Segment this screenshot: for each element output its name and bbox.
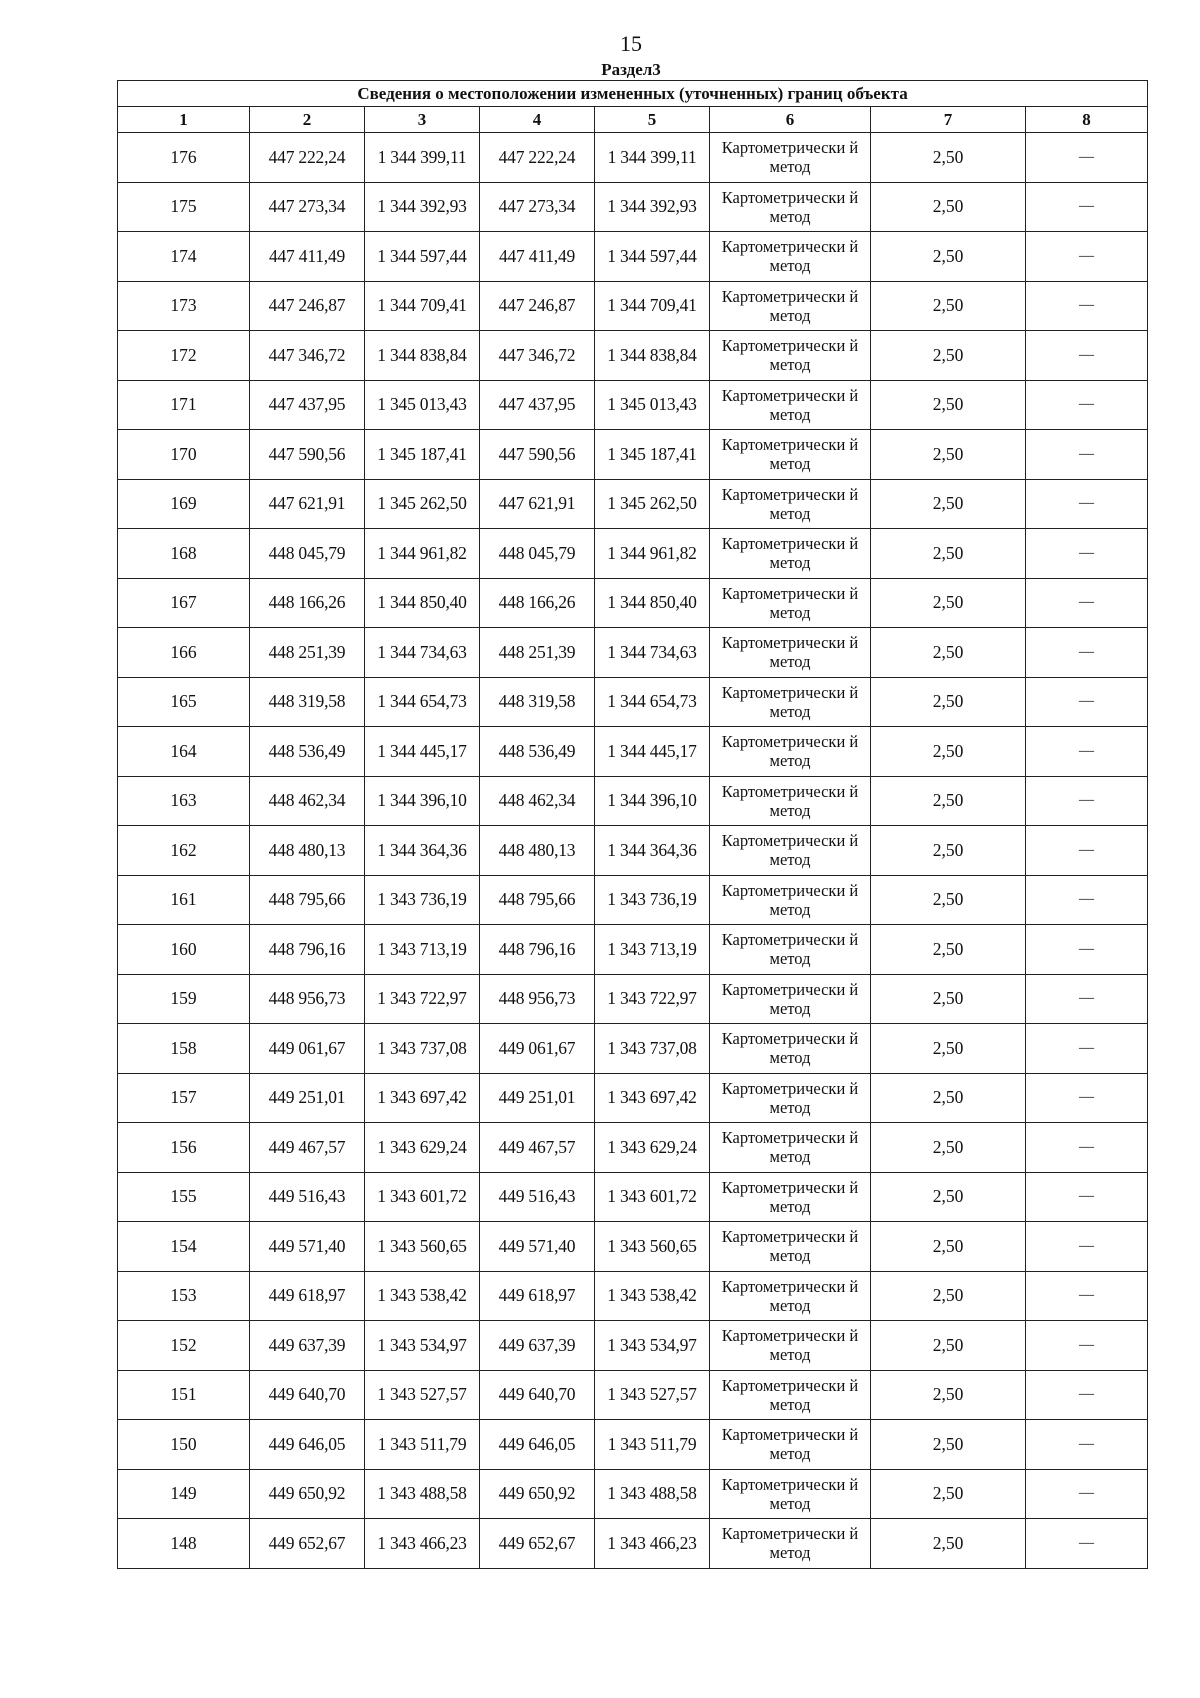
- cell-description: —: [1026, 1073, 1148, 1123]
- cell-y-coordinate: 1 343 697,42: [365, 1073, 480, 1123]
- table-row: [118, 133, 1148, 183]
- cell-method: Картометрически й метод: [710, 628, 871, 678]
- cell-x-coordinate-new: 448 956,73: [480, 974, 595, 1024]
- cell-method: Картометрически й метод: [710, 479, 871, 529]
- boundary-coordinates-table: [117, 80, 1148, 1569]
- section-title: Раздел3: [601, 60, 661, 79]
- cell-y-coordinate-new: 1 343 511,79: [595, 1420, 710, 1470]
- cell-accuracy: 2,50: [871, 1321, 1026, 1371]
- cell-accuracy: 2,50: [871, 1271, 1026, 1321]
- cell-y-coordinate-new: 1 343 736,19: [595, 875, 710, 925]
- cell-x-coordinate: 448 166,26: [250, 578, 365, 628]
- cell-accuracy: 2,50: [871, 380, 1026, 430]
- cell-x-coordinate-new: 449 640,70: [480, 1370, 595, 1420]
- table-body: [118, 133, 1148, 1569]
- cell-y-coordinate: 1 343 560,65: [365, 1222, 480, 1272]
- cell-x-coordinate: 449 650,92: [250, 1469, 365, 1519]
- table-row: [118, 529, 1148, 579]
- cell-y-coordinate-new: 1 343 737,08: [595, 1024, 710, 1074]
- cell-x-coordinate-new: 448 795,66: [480, 875, 595, 925]
- cell-x-coordinate: 448 956,73: [250, 974, 365, 1024]
- table-row: [118, 331, 1148, 381]
- cell-x-coordinate-new: 448 536,49: [480, 727, 595, 777]
- cell-x-coordinate: 447 222,24: [250, 133, 365, 183]
- cell-accuracy: 2,50: [871, 479, 1026, 529]
- cell-method: Картометрически й метод: [710, 1370, 871, 1420]
- cell-y-coordinate: 1 344 364,36: [365, 826, 480, 876]
- cell-point-number: 162: [118, 826, 250, 876]
- cell-x-coordinate-new: 447 437,95: [480, 380, 595, 430]
- table-row: [118, 875, 1148, 925]
- cell-accuracy: 2,50: [871, 1123, 1026, 1173]
- cell-accuracy: 2,50: [871, 430, 1026, 480]
- cell-description: —: [1026, 677, 1148, 727]
- cell-description: —: [1026, 430, 1148, 480]
- cell-y-coordinate-new: 1 344 961,82: [595, 529, 710, 579]
- cell-method: Картометрически й метод: [710, 925, 871, 975]
- cell-y-coordinate: 1 343 722,97: [365, 974, 480, 1024]
- cell-y-coordinate: 1 344 961,82: [365, 529, 480, 579]
- cell-point-number: 152: [118, 1321, 250, 1371]
- cell-description: —: [1026, 232, 1148, 282]
- cell-x-coordinate-new: 449 650,92: [480, 1469, 595, 1519]
- table-row: [118, 1222, 1148, 1272]
- cell-point-number: 172: [118, 331, 250, 381]
- cell-x-coordinate: 448 319,58: [250, 677, 365, 727]
- cell-x-coordinate: 448 480,13: [250, 826, 365, 876]
- cell-description: —: [1026, 529, 1148, 579]
- cell-point-number: 165: [118, 677, 250, 727]
- cell-method: Картометрически й метод: [710, 776, 871, 826]
- cell-point-number: 176: [118, 133, 250, 183]
- cell-x-coordinate: 449 251,01: [250, 1073, 365, 1123]
- cell-y-coordinate-new: 1 343 534,97: [595, 1321, 710, 1371]
- cell-x-coordinate-new: 447 222,24: [480, 133, 595, 183]
- cell-x-coordinate: 447 246,87: [250, 281, 365, 331]
- cell-y-coordinate-new: 1 343 697,42: [595, 1073, 710, 1123]
- table-row: [118, 380, 1148, 430]
- cell-accuracy: 2,50: [871, 1519, 1026, 1569]
- cell-accuracy: 2,50: [871, 1024, 1026, 1074]
- cell-y-coordinate-new: 1 345 187,41: [595, 430, 710, 480]
- column-number-6: 6: [710, 107, 871, 133]
- cell-x-coordinate-new: 449 652,67: [480, 1519, 595, 1569]
- cell-method: Картометрически й метод: [710, 281, 871, 331]
- cell-description: —: [1026, 133, 1148, 183]
- cell-description: —: [1026, 1420, 1148, 1470]
- cell-description: —: [1026, 1370, 1148, 1420]
- cell-point-number: 163: [118, 776, 250, 826]
- cell-point-number: 167: [118, 578, 250, 628]
- cell-point-number: 170: [118, 430, 250, 480]
- cell-x-coordinate-new: 449 618,97: [480, 1271, 595, 1321]
- cell-description: —: [1026, 1024, 1148, 1074]
- table-row: [118, 1469, 1148, 1519]
- cell-method: Картометрически й метод: [710, 331, 871, 381]
- cell-x-coordinate: 449 646,05: [250, 1420, 365, 1470]
- page-number: 15: [620, 31, 642, 56]
- cell-x-coordinate: 448 795,66: [250, 875, 365, 925]
- cell-y-coordinate-new: 1 344 838,84: [595, 331, 710, 381]
- cell-description: —: [1026, 1222, 1148, 1272]
- cell-accuracy: 2,50: [871, 826, 1026, 876]
- column-number-5: 5: [595, 107, 710, 133]
- cell-y-coordinate: 1 344 709,41: [365, 281, 480, 331]
- cell-y-coordinate-new: 1 344 734,63: [595, 628, 710, 678]
- cell-y-coordinate-new: 1 344 597,44: [595, 232, 710, 282]
- cell-accuracy: 2,50: [871, 1469, 1026, 1519]
- cell-x-coordinate-new: 448 480,13: [480, 826, 595, 876]
- cell-y-coordinate-new: 1 343 527,57: [595, 1370, 710, 1420]
- cell-accuracy: 2,50: [871, 925, 1026, 975]
- cell-y-coordinate: 1 344 597,44: [365, 232, 480, 282]
- cell-point-number: 149: [118, 1469, 250, 1519]
- cell-accuracy: 2,50: [871, 677, 1026, 727]
- column-number-row: [118, 107, 1148, 133]
- cell-y-coordinate: 1 343 488,58: [365, 1469, 480, 1519]
- cell-y-coordinate: 1 343 736,19: [365, 875, 480, 925]
- cell-point-number: 160: [118, 925, 250, 975]
- cell-y-coordinate: 1 344 734,63: [365, 628, 480, 678]
- cell-x-coordinate: 449 618,97: [250, 1271, 365, 1321]
- cell-point-number: 174: [118, 232, 250, 282]
- cell-description: —: [1026, 1321, 1148, 1371]
- cell-method: Картометрически й метод: [710, 677, 871, 727]
- cell-accuracy: 2,50: [871, 1073, 1026, 1123]
- cell-y-coordinate-new: 1 343 601,72: [595, 1172, 710, 1222]
- cell-description: —: [1026, 1123, 1148, 1173]
- table-row: [118, 776, 1148, 826]
- table-row: [118, 727, 1148, 777]
- cell-x-coordinate-new: 447 273,34: [480, 182, 595, 232]
- cell-accuracy: 2,50: [871, 331, 1026, 381]
- column-number-1: 1: [118, 107, 250, 133]
- cell-description: —: [1026, 331, 1148, 381]
- cell-description: —: [1026, 1172, 1148, 1222]
- cell-description: —: [1026, 1519, 1148, 1569]
- cell-x-coordinate: 447 411,49: [250, 232, 365, 282]
- cell-y-coordinate: 1 343 713,19: [365, 925, 480, 975]
- cell-x-coordinate-new: 449 637,39: [480, 1321, 595, 1371]
- cell-point-number: 173: [118, 281, 250, 331]
- cell-y-coordinate-new: 1 344 654,73: [595, 677, 710, 727]
- cell-point-number: 153: [118, 1271, 250, 1321]
- cell-method: Картометрически й метод: [710, 1420, 871, 1470]
- table-row: [118, 578, 1148, 628]
- cell-x-coordinate-new: 449 467,57: [480, 1123, 595, 1173]
- cell-description: —: [1026, 875, 1148, 925]
- cell-x-coordinate-new: 448 462,34: [480, 776, 595, 826]
- table-row: [118, 1321, 1148, 1371]
- cell-x-coordinate: 447 590,56: [250, 430, 365, 480]
- table-row: [118, 1420, 1148, 1470]
- cell-x-coordinate-new: 449 516,43: [480, 1172, 595, 1222]
- cell-y-coordinate: 1 343 527,57: [365, 1370, 480, 1420]
- cell-y-coordinate: 1 345 187,41: [365, 430, 480, 480]
- table-row: [118, 1370, 1148, 1420]
- table-row: [118, 281, 1148, 331]
- cell-description: —: [1026, 826, 1148, 876]
- cell-y-coordinate-new: 1 343 488,58: [595, 1469, 710, 1519]
- cell-point-number: 158: [118, 1024, 250, 1074]
- cell-y-coordinate: 1 343 629,24: [365, 1123, 480, 1173]
- table-row: [118, 1271, 1148, 1321]
- cell-y-coordinate: 1 344 445,17: [365, 727, 480, 777]
- cell-y-coordinate-new: 1 343 466,23: [595, 1519, 710, 1569]
- cell-accuracy: 2,50: [871, 529, 1026, 579]
- cell-y-coordinate: 1 344 392,93: [365, 182, 480, 232]
- cell-y-coordinate-new: 1 343 713,19: [595, 925, 710, 975]
- cell-point-number: 166: [118, 628, 250, 678]
- cell-method: Картометрически й метод: [710, 1519, 871, 1569]
- cell-y-coordinate: 1 343 511,79: [365, 1420, 480, 1470]
- cell-x-coordinate: 448 796,16: [250, 925, 365, 975]
- cell-y-coordinate: 1 345 013,43: [365, 380, 480, 430]
- cell-point-number: 150: [118, 1420, 250, 1470]
- cell-x-coordinate: 448 045,79: [250, 529, 365, 579]
- cell-method: Картометрически й метод: [710, 182, 871, 232]
- cell-description: —: [1026, 479, 1148, 529]
- cell-point-number: 148: [118, 1519, 250, 1569]
- cell-x-coordinate-new: 447 246,87: [480, 281, 595, 331]
- cell-method: Картометрически й метод: [710, 1172, 871, 1222]
- cell-description: —: [1026, 182, 1148, 232]
- cell-y-coordinate-new: 1 343 629,24: [595, 1123, 710, 1173]
- cell-point-number: 171: [118, 380, 250, 430]
- cell-method: Картометрически й метод: [710, 529, 871, 579]
- table-row: [118, 232, 1148, 282]
- table-row: [118, 1519, 1148, 1569]
- cell-x-coordinate: 449 467,57: [250, 1123, 365, 1173]
- cell-method: Картометрически й метод: [710, 1321, 871, 1371]
- cell-accuracy: 2,50: [871, 133, 1026, 183]
- table-row: [118, 1172, 1148, 1222]
- cell-x-coordinate: 449 061,67: [250, 1024, 365, 1074]
- cell-method: Картометрически й метод: [710, 1123, 871, 1173]
- cell-y-coordinate: 1 343 601,72: [365, 1172, 480, 1222]
- cell-y-coordinate-new: 1 343 722,97: [595, 974, 710, 1024]
- cell-point-number: 168: [118, 529, 250, 579]
- cell-y-coordinate-new: 1 343 560,65: [595, 1222, 710, 1272]
- cell-x-coordinate-new: 447 346,72: [480, 331, 595, 381]
- cell-x-coordinate: 449 637,39: [250, 1321, 365, 1371]
- cell-y-coordinate: 1 343 466,23: [365, 1519, 480, 1569]
- cell-y-coordinate: 1 343 538,42: [365, 1271, 480, 1321]
- cell-method: Картометрически й метод: [710, 826, 871, 876]
- table-row: [118, 479, 1148, 529]
- cell-x-coordinate: 449 571,40: [250, 1222, 365, 1272]
- cell-y-coordinate: 1 344 838,84: [365, 331, 480, 381]
- cell-point-number: 175: [118, 182, 250, 232]
- table-row: [118, 1073, 1148, 1123]
- cell-accuracy: 2,50: [871, 628, 1026, 678]
- cell-x-coordinate: 449 516,43: [250, 1172, 365, 1222]
- column-number-7: 7: [871, 107, 1026, 133]
- cell-x-coordinate: 448 251,39: [250, 628, 365, 678]
- cell-y-coordinate: 1 344 396,10: [365, 776, 480, 826]
- cell-y-coordinate-new: 1 345 013,43: [595, 380, 710, 430]
- table-row: [118, 430, 1148, 480]
- table-row: [118, 182, 1148, 232]
- cell-method: Картометрически й метод: [710, 232, 871, 282]
- cell-x-coordinate: 449 652,67: [250, 1519, 365, 1569]
- cell-method: Картометрически й метод: [710, 1073, 871, 1123]
- cell-x-coordinate-new: 448 166,26: [480, 578, 595, 628]
- cell-method: Картометрически й метод: [710, 974, 871, 1024]
- table-row: [118, 1024, 1148, 1074]
- cell-method: Картометрически й метод: [710, 380, 871, 430]
- table-row: [118, 677, 1148, 727]
- column-number-2: 2: [250, 107, 365, 133]
- cell-x-coordinate-new: 448 251,39: [480, 628, 595, 678]
- column-number-4: 4: [480, 107, 595, 133]
- cell-description: —: [1026, 1469, 1148, 1519]
- table-caption-row: [118, 81, 1148, 107]
- cell-description: —: [1026, 925, 1148, 975]
- cell-accuracy: 2,50: [871, 1172, 1026, 1222]
- cell-description: —: [1026, 1271, 1148, 1321]
- cell-accuracy: 2,50: [871, 232, 1026, 282]
- cell-method: Картометрически й метод: [710, 1024, 871, 1074]
- cell-point-number: 155: [118, 1172, 250, 1222]
- cell-y-coordinate: 1 344 654,73: [365, 677, 480, 727]
- cell-accuracy: 2,50: [871, 776, 1026, 826]
- cell-accuracy: 2,50: [871, 1420, 1026, 1470]
- cell-accuracy: 2,50: [871, 974, 1026, 1024]
- cell-y-coordinate-new: 1 343 538,42: [595, 1271, 710, 1321]
- cell-y-coordinate: 1 344 399,11: [365, 133, 480, 183]
- cell-accuracy: 2,50: [871, 1370, 1026, 1420]
- table-row: [118, 628, 1148, 678]
- cell-method: Картометрически й метод: [710, 727, 871, 777]
- table-row: [118, 826, 1148, 876]
- cell-x-coordinate-new: 447 411,49: [480, 232, 595, 282]
- cell-point-number: 159: [118, 974, 250, 1024]
- column-number-8: 8: [1026, 107, 1148, 133]
- cell-y-coordinate: 1 344 850,40: [365, 578, 480, 628]
- cell-method: Картометрически й метод: [710, 1222, 871, 1272]
- table-row: [118, 974, 1148, 1024]
- cell-x-coordinate: 447 621,91: [250, 479, 365, 529]
- table-row: [118, 925, 1148, 975]
- cell-x-coordinate: 448 536,49: [250, 727, 365, 777]
- cell-point-number: 161: [118, 875, 250, 925]
- table-row: [118, 1123, 1148, 1173]
- cell-x-coordinate: 448 462,34: [250, 776, 365, 826]
- cell-x-coordinate-new: 449 061,67: [480, 1024, 595, 1074]
- cell-point-number: 157: [118, 1073, 250, 1123]
- cell-x-coordinate: 449 640,70: [250, 1370, 365, 1420]
- cell-x-coordinate-new: 449 571,40: [480, 1222, 595, 1272]
- cell-point-number: 156: [118, 1123, 250, 1173]
- cell-y-coordinate-new: 1 344 396,10: [595, 776, 710, 826]
- cell-x-coordinate-new: 447 590,56: [480, 430, 595, 480]
- cell-accuracy: 2,50: [871, 578, 1026, 628]
- cell-description: —: [1026, 776, 1148, 826]
- cell-method: Картометрически й метод: [710, 133, 871, 183]
- cell-x-coordinate: 447 437,95: [250, 380, 365, 430]
- cell-y-coordinate-new: 1 344 850,40: [595, 578, 710, 628]
- cell-y-coordinate-new: 1 345 262,50: [595, 479, 710, 529]
- cell-method: Картометрически й метод: [710, 578, 871, 628]
- cell-point-number: 154: [118, 1222, 250, 1272]
- cell-accuracy: 2,50: [871, 875, 1026, 925]
- table-caption: Сведения о местоположении измененных (уточненных) границ объекта: [118, 81, 1148, 107]
- cell-y-coordinate-new: 1 344 392,93: [595, 182, 710, 232]
- cell-point-number: 169: [118, 479, 250, 529]
- cell-method: Картометрически й метод: [710, 875, 871, 925]
- cell-y-coordinate-new: 1 344 399,11: [595, 133, 710, 183]
- cell-description: —: [1026, 281, 1148, 331]
- cell-y-coordinate-new: 1 344 709,41: [595, 281, 710, 331]
- column-number-3: 3: [365, 107, 480, 133]
- cell-x-coordinate-new: 449 251,01: [480, 1073, 595, 1123]
- cell-y-coordinate: 1 343 534,97: [365, 1321, 480, 1371]
- cell-x-coordinate-new: 448 796,16: [480, 925, 595, 975]
- cell-description: —: [1026, 974, 1148, 1024]
- cell-x-coordinate-new: 448 319,58: [480, 677, 595, 727]
- cell-point-number: 151: [118, 1370, 250, 1420]
- cell-accuracy: 2,50: [871, 182, 1026, 232]
- cell-y-coordinate-new: 1 344 364,36: [595, 826, 710, 876]
- cell-method: Картометрически й метод: [710, 1271, 871, 1321]
- cell-y-coordinate: 1 345 262,50: [365, 479, 480, 529]
- cell-point-number: 164: [118, 727, 250, 777]
- cell-description: —: [1026, 380, 1148, 430]
- cell-description: —: [1026, 578, 1148, 628]
- cell-x-coordinate: 447 273,34: [250, 182, 365, 232]
- cell-method: Картометрически й метод: [710, 430, 871, 480]
- cell-x-coordinate-new: 447 621,91: [480, 479, 595, 529]
- cell-accuracy: 2,50: [871, 1222, 1026, 1272]
- cell-accuracy: 2,50: [871, 281, 1026, 331]
- cell-y-coordinate: 1 343 737,08: [365, 1024, 480, 1074]
- cell-description: —: [1026, 628, 1148, 678]
- cell-method: Картометрически й метод: [710, 1469, 871, 1519]
- cell-x-coordinate-new: 449 646,05: [480, 1420, 595, 1470]
- cell-x-coordinate: 447 346,72: [250, 331, 365, 381]
- cell-accuracy: 2,50: [871, 727, 1026, 777]
- cell-x-coordinate-new: 448 045,79: [480, 529, 595, 579]
- cell-y-coordinate-new: 1 344 445,17: [595, 727, 710, 777]
- cell-description: —: [1026, 727, 1148, 777]
